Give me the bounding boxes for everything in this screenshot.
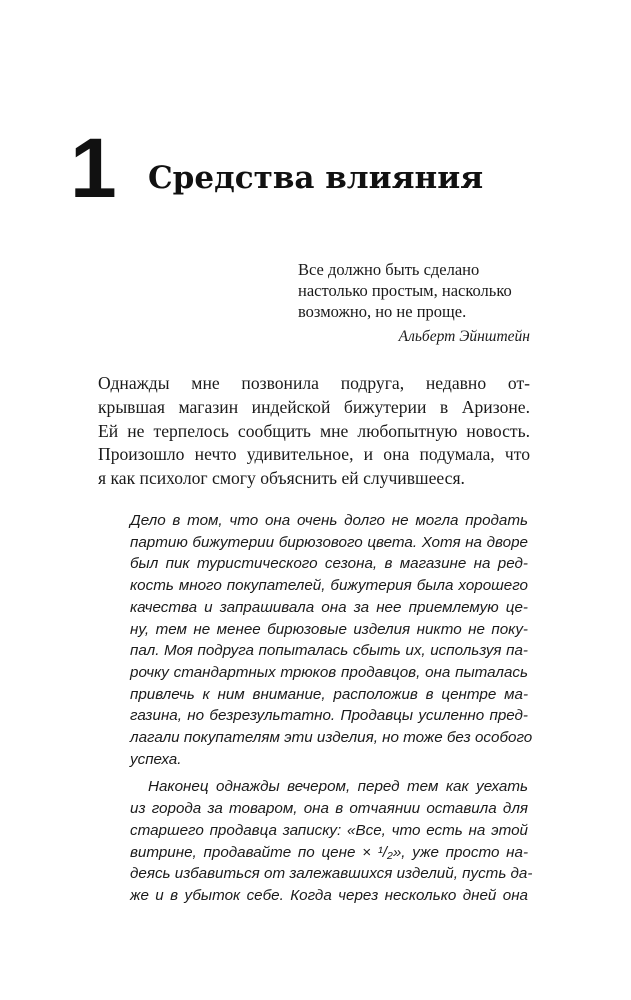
- text-line: Ей не терпелось сообщить мне любопытную новость.: [98, 420, 530, 441]
- epigraph: [298, 259, 530, 347]
- text-line: Наконец однажды вечером, перед тем как уехать: [148, 778, 528, 796]
- text-line: же и в убыток себе. Когда через несколько дней она: [130, 886, 528, 904]
- text-line: успеха.: [130, 750, 182, 768]
- text-line: привлечь к ним внимание, расположив в центре ма-: [130, 685, 528, 703]
- text-line: старшего продавца записку: «Все, что есть на этой: [130, 821, 528, 839]
- text-line: Однажды мне позвонила подруга, недавно от-: [98, 373, 530, 393]
- text-line: лагали покупателям эти изделия, но тоже без особого: [130, 729, 533, 747]
- text-line: ну, тем не менее бирюзовые изделия никто не поку-: [130, 620, 528, 638]
- text-line: партию бижутерии бирюзового цвета. Хотя на дворе: [130, 533, 528, 551]
- text-line: пал. Моя подруга попыталась сбыть их, используя па-: [130, 642, 528, 660]
- epigraph-author: Альберт Эйнштейн: [398, 328, 530, 345]
- epigraph-line: возможно, но не проще.: [298, 302, 467, 321]
- text-line: витрине, продавайте по цене × ¹/₂», уже просто на-: [130, 843, 528, 861]
- epigraph-line: настолько простым, насколько: [298, 281, 512, 300]
- intro-paragraph: [98, 372, 530, 491]
- text-line: был пик туристического сезона, в магазине на ред-: [130, 555, 528, 573]
- text-line: из города за товаром, она в отчаянии оставила для: [130, 800, 528, 818]
- text-line: кость много покупателей, бижутерия была хорошего: [130, 577, 528, 595]
- text-line: качества и запрашивала она за нее приемлемую це-: [130, 598, 528, 616]
- story-paragraph-2: [130, 776, 533, 906]
- chapter-title: Средства влияния: [148, 160, 484, 196]
- chapter-number: 1: [70, 121, 117, 215]
- epigraph-line: Все должно быть сделано: [298, 260, 480, 279]
- text-line: деясь избавиться от залежавшихся изделий, пусть да-: [130, 865, 533, 883]
- story-paragraph-1: [130, 510, 533, 770]
- text-line: Дело в том, что она очень долго не могла продать: [130, 512, 528, 529]
- text-line: рочку стандартных трюков продавцов, она пыталась: [130, 663, 528, 681]
- chapter-heading: [70, 121, 570, 215]
- text-line: крывшая магазин индейской бижутерии в Аризоне.: [98, 396, 530, 417]
- story-block: [130, 510, 533, 907]
- text-line: газина, но безрезультатно. Продавцы усиленно пред-: [130, 707, 528, 725]
- text-line: я как психолог смогу объяснить ей случившееся.: [98, 468, 465, 489]
- text-line: Произошло нечто удивительное, и она подумала, что: [98, 444, 530, 465]
